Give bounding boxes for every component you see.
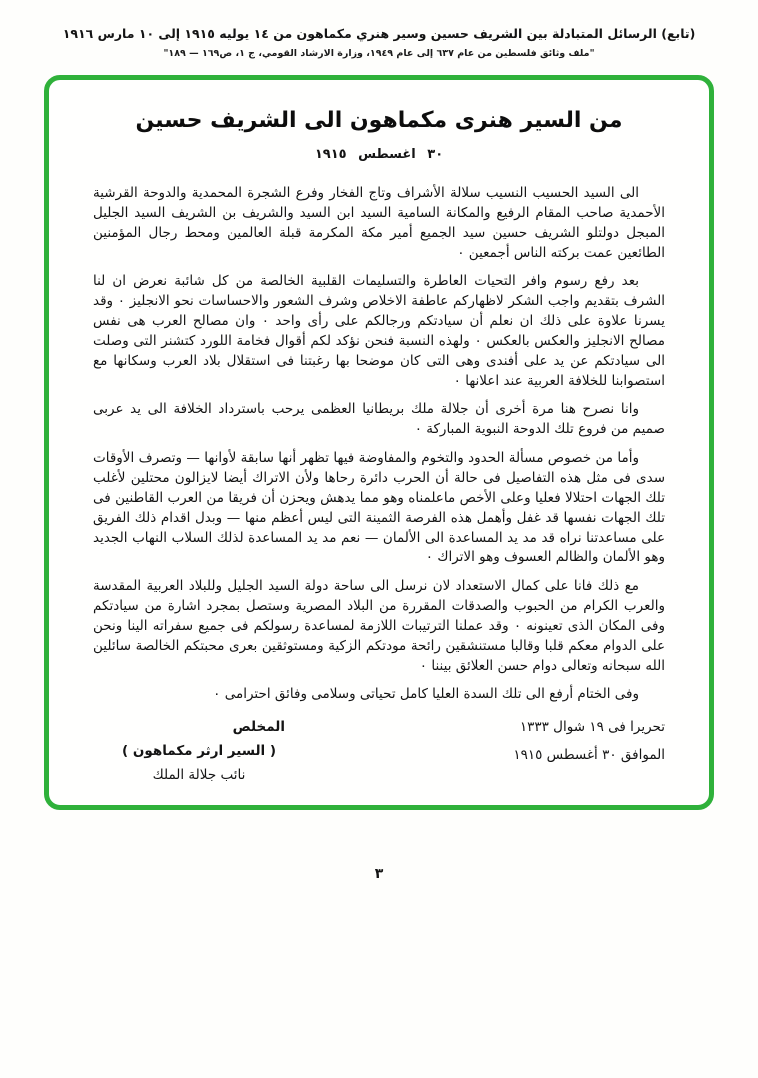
signature-name: ( السير ارثر مكماهون ) bbox=[121, 743, 277, 760]
letter-body bbox=[93, 184, 665, 705]
closing-dates bbox=[513, 719, 665, 775]
header-title: (تابع) الرسائل المتبادلة بين الشريف حسين وسير هنري مكماهون من ١٤ يوليه ١٩١٥ إلى ١٠ مارس ١٩١٦ bbox=[62, 26, 696, 41]
signature-title: نائب جلالة الملك bbox=[152, 767, 246, 784]
letter-paragraph-5: مع ذلك فانا على كمال الاستعداد لان نرسل الى ساحة دولة السيد الجليل وللبلاد العربية المقدسة والعرب الكرام من الحبوب والصدقات المقررة من البلاد المصرية وستصل بمجرد اشارة من سيادتكم وفى المكان الذى تعينونه ٠ وقد عملنا الترتيبات اللازمة لمساعدة رسولكم فى جميع سفراته الينا ونحن على الدوام معكم قلبا وقالبا مستنشقين رائحة مودتكم الزكية ومستوثقين بعرى محبتكم الخالصة سائلين الله سبحانه وتعالى دوام حسن العلائق بيننا ٠ bbox=[93, 578, 665, 674]
letter-paragraph-4: وأما من خصوص مسألة الحدود والتخوم والمفاوضة فيها تظهر أنها سابقة لأوانها — وتصرف الأوقات سدى فى مثل هذه التفاصيل فى حالة أن الحرب دائرة رحاها ولأن الاتراك أيضا لايزالون محتلين لأغلب تلك الجهات احتلالا فعليا وعلى الأخص ماعلمناه وهو مما يدهش ويحزن أن فريقا من العرب القاطنين فى تلك الجهات نفسها قد غفل وأهمل هذه الفرصة الثمينة التى ليس أعظم منها — وبدل اقدام ذلك الفريق على مساعدتنا نراه قد مد يد المساعدة الى الألمان — نعم مد يد المساعدة لذلك السلاب النهاب الجديد وهو الألمان والظالم العسوف وهو الاتراك ٠ bbox=[93, 450, 665, 566]
date-hijri: تحريرا فى ١٩ شوال ١٣٣٣ bbox=[519, 719, 665, 736]
sincerely-label: المخلص bbox=[232, 719, 285, 736]
letter-frame bbox=[44, 75, 714, 810]
letter-closing bbox=[93, 719, 665, 783]
letter-paragraph-6: وفى الختام أرفع الى تلك السدة العليا كامل تحياتى وسلامى وفائق احترامى ٠ bbox=[213, 686, 639, 703]
date-gregorian: الموافق ٣٠ أغسطس ١٩١٥ bbox=[513, 747, 665, 764]
running-header bbox=[0, 0, 758, 59]
letter-title: من السير هنرى مكماهون الى الشريف حسين bbox=[135, 108, 623, 133]
letter-paragraph-1: الى السيد الحسيب النسيب سلالة الأشراف وتاج الفخار وفرع الشجرة المحمدية والدوحة القرشية الأحمدية صاحب المقام الرفيع والمكانة السامية السيد ابن السيد والشريف بن الشريف السيد الجليل المبجل دولتلو الشريف حسين سيد الجميع أمير مكة المكرمة قبلة العالمين ومحط رجال المؤمنين الطائعين عمت بركته الناس أجمعين ٠ bbox=[93, 185, 665, 261]
letter-date: ٣٠ اغسطس ١٩١٥ bbox=[314, 147, 444, 162]
page-number: ٣ bbox=[374, 866, 384, 883]
letter-paragraph-3: وانا نصرح هنا مرة أخرى أن جلالة ملك بريطانيا العظمى يرحب باسترداد الخلافة الى يد عربى صميم من فروع تلك الدوحة النبوية المباركة ٠ bbox=[93, 401, 665, 438]
header-source-citation: "ملف وثائق فلسطين من عام ٦٣٧ إلى عام ١٩٤٩، وزارة الارشاد القومي، ج ١، ص١٦٩ — ١٨٩" bbox=[163, 48, 595, 59]
letter-paragraph-2: بعد رفع رسوم وافر التحيات العاطرة والتسليمات القلبية الخالصة من كل شائبة نعرض ان لنا الشرف بتقديم واجب الشكر لاظهاركم عاطفة الاخلاص وشرف الشعور والاحساسات نحو الانجليز ٠ وقد يسرنا علاوة على ذلك ان نعلم أن سيادتكم ورجالكم على رأى واحد ٠ وان مصالح العرب هى نفس مصالح الانجليز والعكس بالعكس ٠ ولهذه النسبة فنحن نؤكد لكم أقوال فخامة اللورد كتشنر التى وصلت الى سيادتكم عن يد على أفندى وهى التى كان موضحا بها رغبتنا فى استقلال بلاد العرب وسكانها مع استصوابنا للخلافة العربية عند اعلانها ٠ bbox=[93, 273, 665, 389]
closing-signature bbox=[99, 719, 299, 783]
